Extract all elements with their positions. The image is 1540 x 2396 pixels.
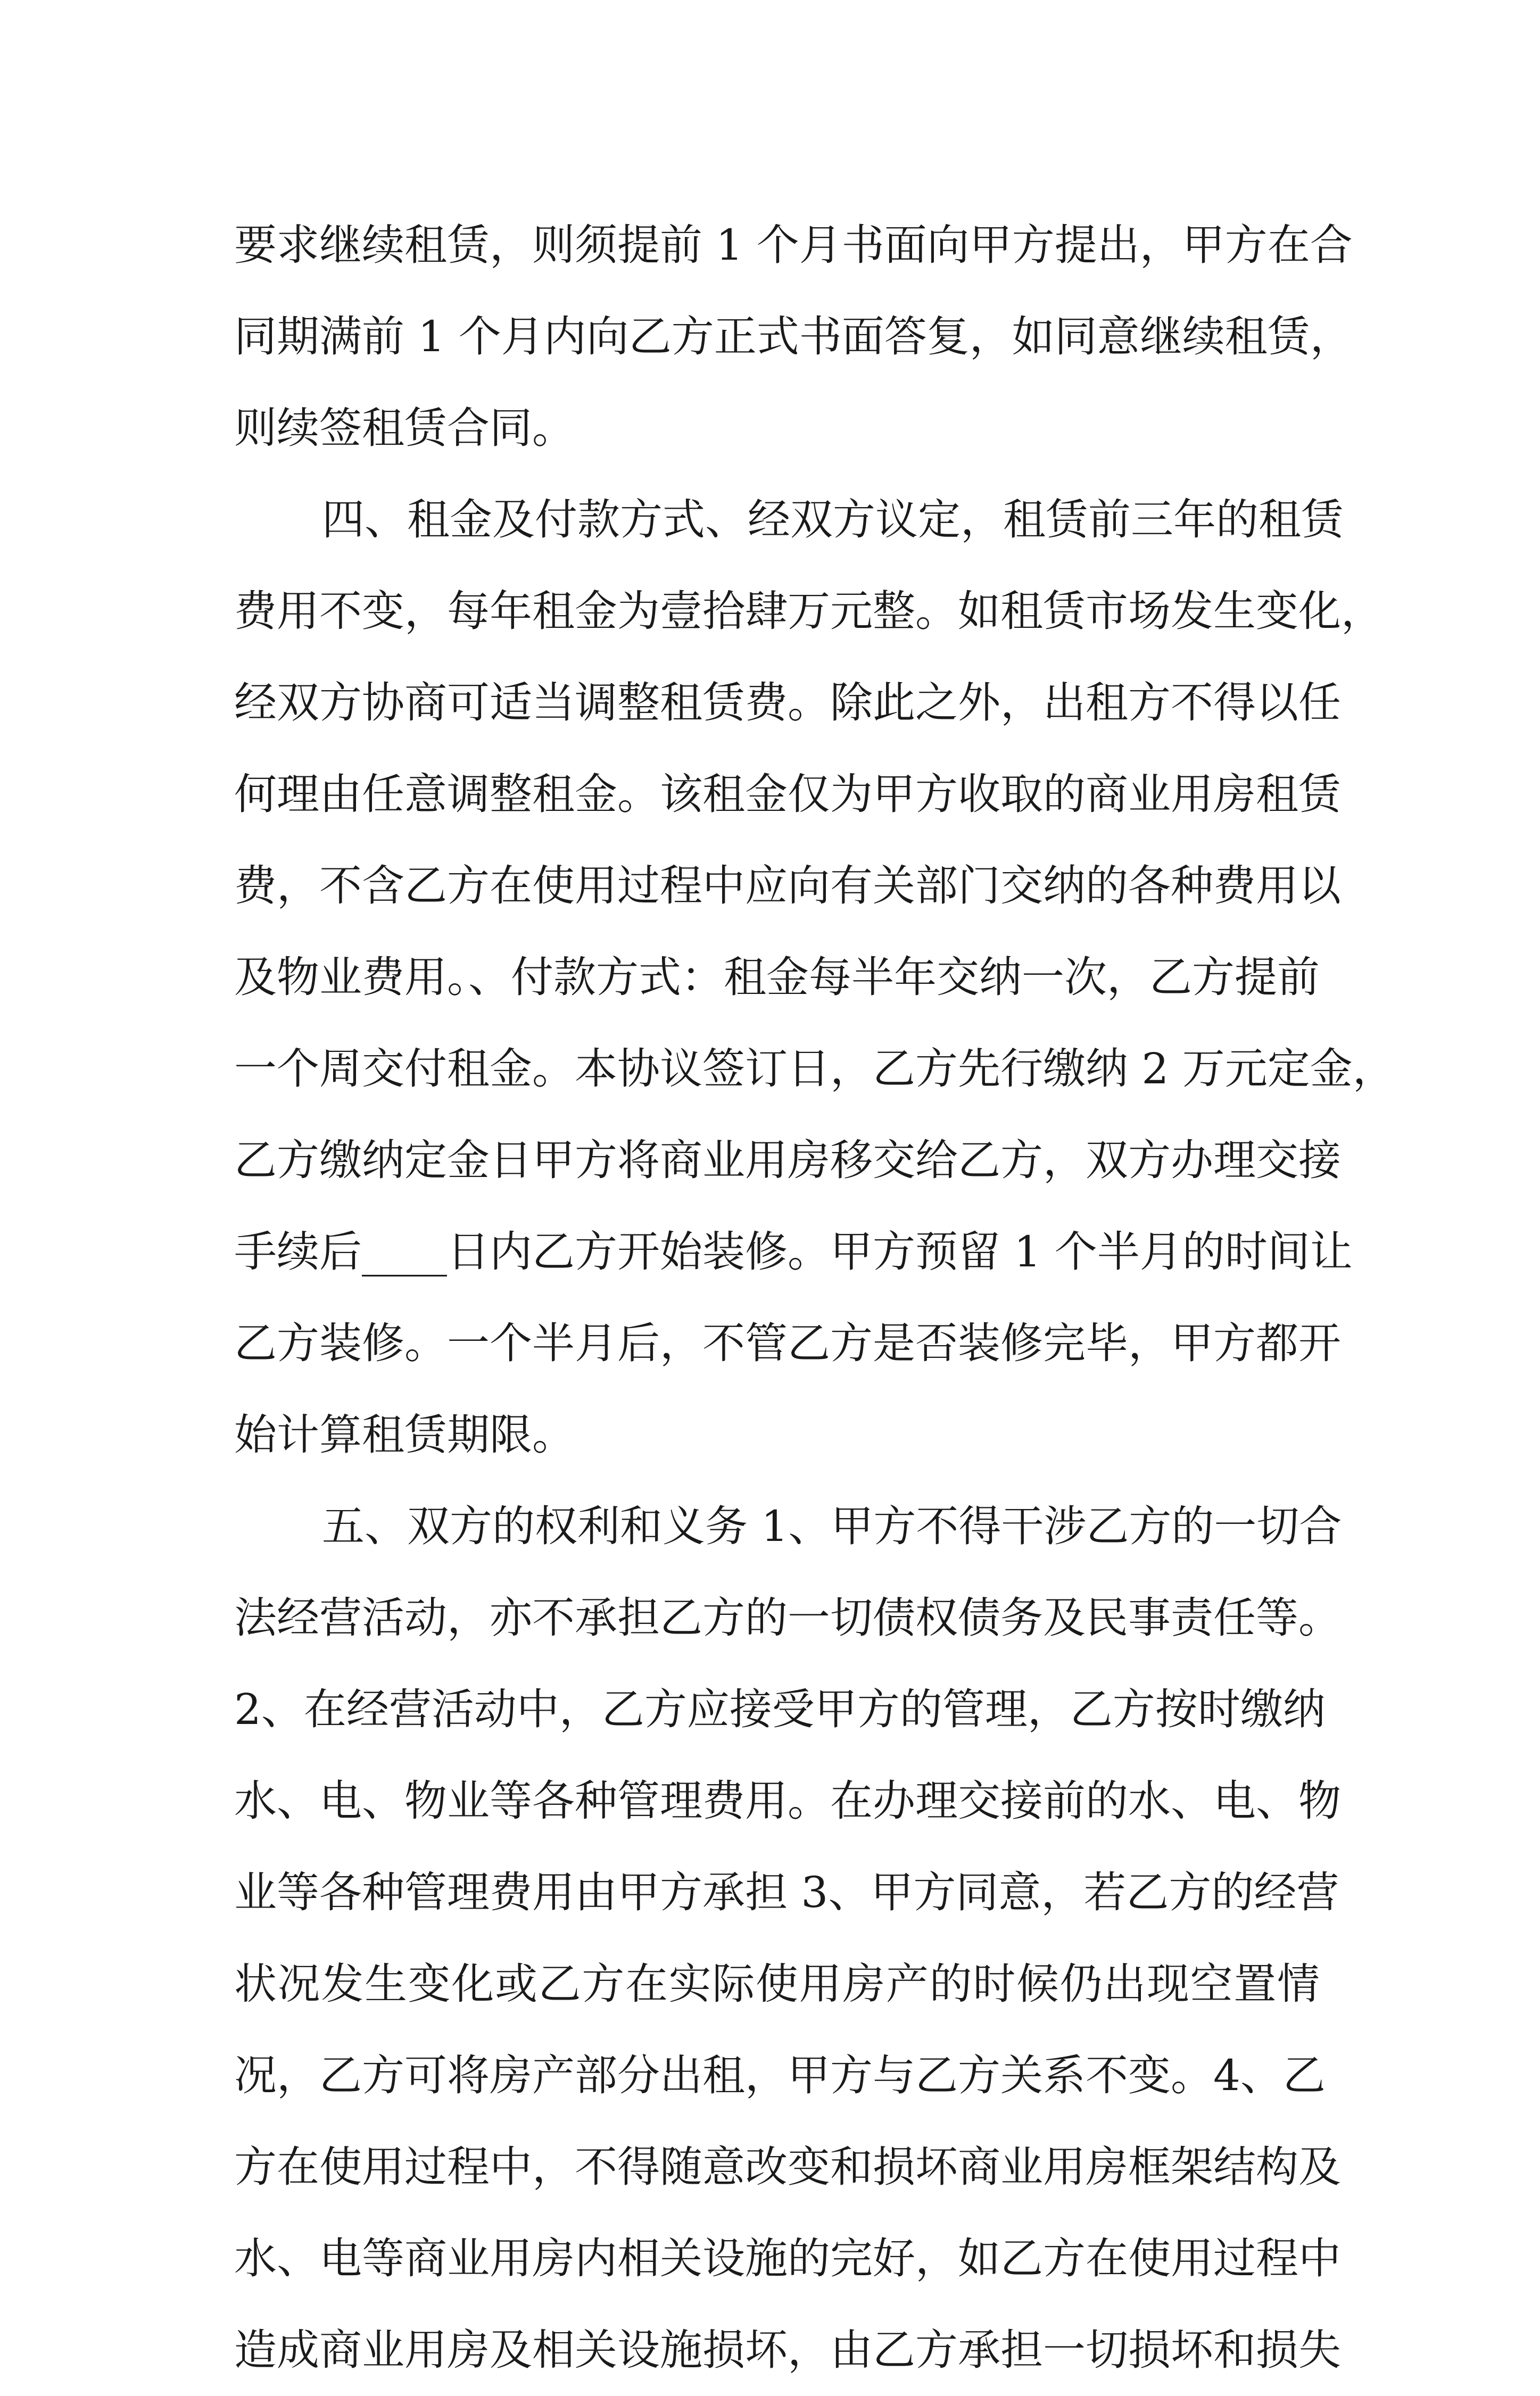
text-line: 水、电等商业用房内相关设施的完好，如乙方在使用过程中 bbox=[234, 2234, 1341, 2283]
text-line: 四、租金及付款方式、经双方议定，租赁前三年的租赁 bbox=[322, 495, 1344, 544]
text-line: 方在使用过程中，不得随意改变和损坏商业用房框架结构及 bbox=[234, 2142, 1341, 2192]
text-line: 状况发生变化或乙方在实际使用房产的时候仍出现空置情 bbox=[234, 1959, 1320, 2009]
text-line: 造成商业用房及相关设施损坏，由乙方承担一切损坏和损失 bbox=[234, 2325, 1341, 2375]
text-line: 况，乙方可将房产部分出租，甲方与乙方关系不变。4、乙 bbox=[234, 2051, 1326, 2100]
text-line: 何理由任意调整租金。该租金仅为甲方收取的商业用房租赁 bbox=[234, 769, 1341, 819]
text-line: 2、在经营活动中，乙方应接受甲方的管理，乙方按时缴纳 bbox=[234, 1685, 1326, 1734]
text-line: 费用不变，每年租金为壹拾肆万元整。如租赁市场发生变化， bbox=[234, 586, 1384, 636]
text-line: 费，不含乙方在使用过程中应向有关部门交纳的各种费用以 bbox=[234, 861, 1341, 910]
text-line: 业等各种管理费用由甲方承担 3、甲方同意，若乙方的经营 bbox=[234, 1868, 1339, 1917]
text-line: 则续签租赁合同。 bbox=[234, 403, 575, 453]
text-line: 乙方装修。一个半月后，不管乙方是否装修完毕，甲方都开 bbox=[234, 1319, 1341, 1368]
text-line: 一个周交付租金。本协议签订日，乙方先行缴纳 2 万元定金， bbox=[234, 1044, 1395, 1093]
text-line: 要求继续租赁，则须提前 1 个月书面向甲方提出，甲方在合 bbox=[234, 220, 1353, 270]
text-line: 乙方缴纳定金日甲方将商业用房移交给乙方，双方办理交接 bbox=[234, 1135, 1341, 1185]
text-line: 始计算租赁期限。 bbox=[234, 1410, 575, 1460]
contract-text bbox=[234, 200, 1395, 2396]
text-line: 五、双方的权利和义务 1、甲方不得干涉乙方的一切合 bbox=[322, 1502, 1342, 1551]
text-line: 及物业费用。、付款方式：租金每半年交纳一次，乙方提前 bbox=[234, 952, 1320, 1002]
text-line: 同期满前 1 个月内向乙方正式书面答复，如同意继续租赁， bbox=[234, 312, 1353, 361]
text-line: 法经营活动，亦不承担乙方的一切债权债务及民事责任等。 bbox=[234, 1593, 1341, 1643]
text-line: 手续后____日内乙方开始装修。甲方预留 1 个半月的时间让 bbox=[234, 1227, 1353, 1276]
text-line: 经双方协商可适当调整租赁费。除此之外，出租方不得以任 bbox=[234, 678, 1341, 727]
text-line: 水、电、物业等各种管理费用。在办理交接前的水、电、物 bbox=[234, 1776, 1341, 1826]
